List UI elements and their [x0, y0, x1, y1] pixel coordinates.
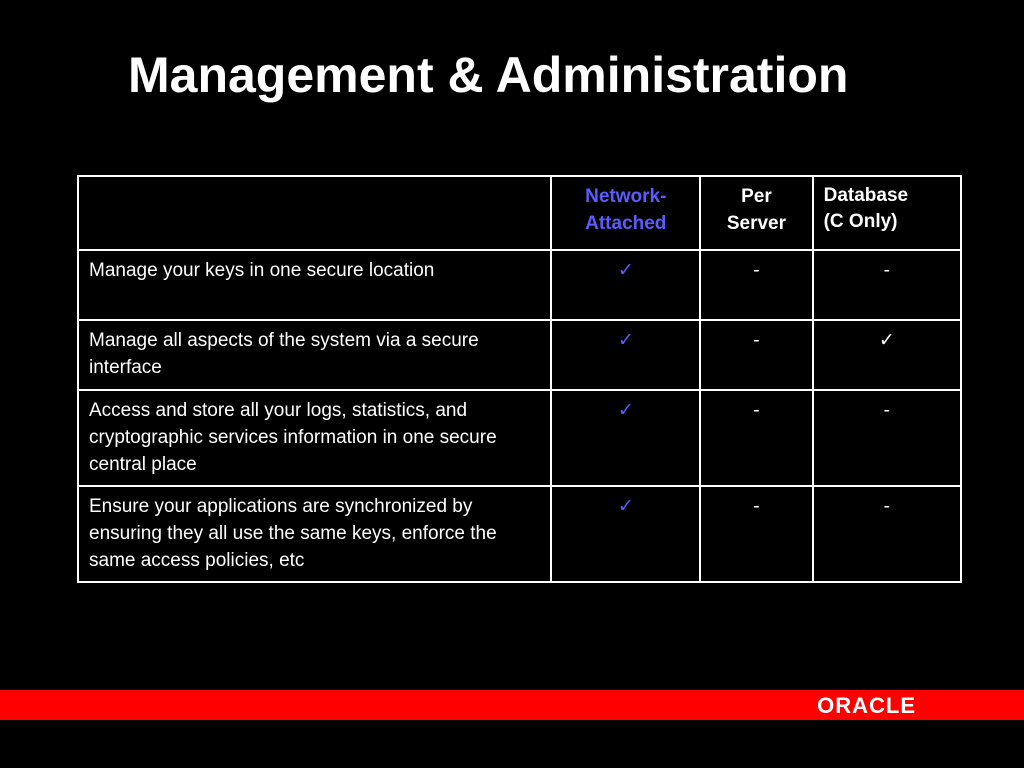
per-server-dash: -	[700, 250, 812, 320]
table-row	[78, 390, 961, 486]
network-attached-check-icon: ✓	[551, 320, 700, 390]
oracle-logo: ORACLE	[817, 693, 916, 718]
header-database-line2: (C Only)	[823, 211, 898, 232]
header-database-line1: Database	[823, 185, 909, 206]
header-feature	[78, 176, 551, 250]
table-header-row	[78, 176, 961, 250]
header-network-attached: Network- Attached	[551, 176, 700, 250]
network-attached-check-icon: ✓	[551, 390, 700, 486]
header-database	[813, 176, 961, 250]
database-dash: -	[813, 486, 961, 582]
table-row	[78, 250, 961, 320]
database-check-icon: ✓	[813, 320, 961, 390]
per-server-dash: -	[700, 486, 812, 582]
comparison-table	[77, 175, 962, 583]
network-attached-check-icon: ✓	[551, 250, 700, 320]
feature-cell: Manage all aspects of the system via a secure interface	[78, 320, 551, 390]
feature-cell: Access and store all your logs, statistics, and cryptographic services information in one secure central place	[78, 390, 551, 486]
table-row	[78, 320, 961, 390]
footer-bar	[0, 690, 1024, 720]
feature-cell: Ensure your applications are synchronized by ensuring they all use the same keys, enforce the same access policies, etc	[78, 486, 551, 582]
database-dash: -	[813, 250, 961, 320]
table-row	[78, 486, 961, 582]
network-attached-check-icon: ✓	[551, 486, 700, 582]
per-server-dash: -	[700, 320, 812, 390]
header-per-server: Per Server	[700, 176, 812, 250]
per-server-dash: -	[700, 390, 812, 486]
slide-title: Management & Administration	[128, 47, 849, 103]
feature-cell: Manage your keys in one secure location	[78, 250, 551, 320]
database-dash: -	[813, 390, 961, 486]
